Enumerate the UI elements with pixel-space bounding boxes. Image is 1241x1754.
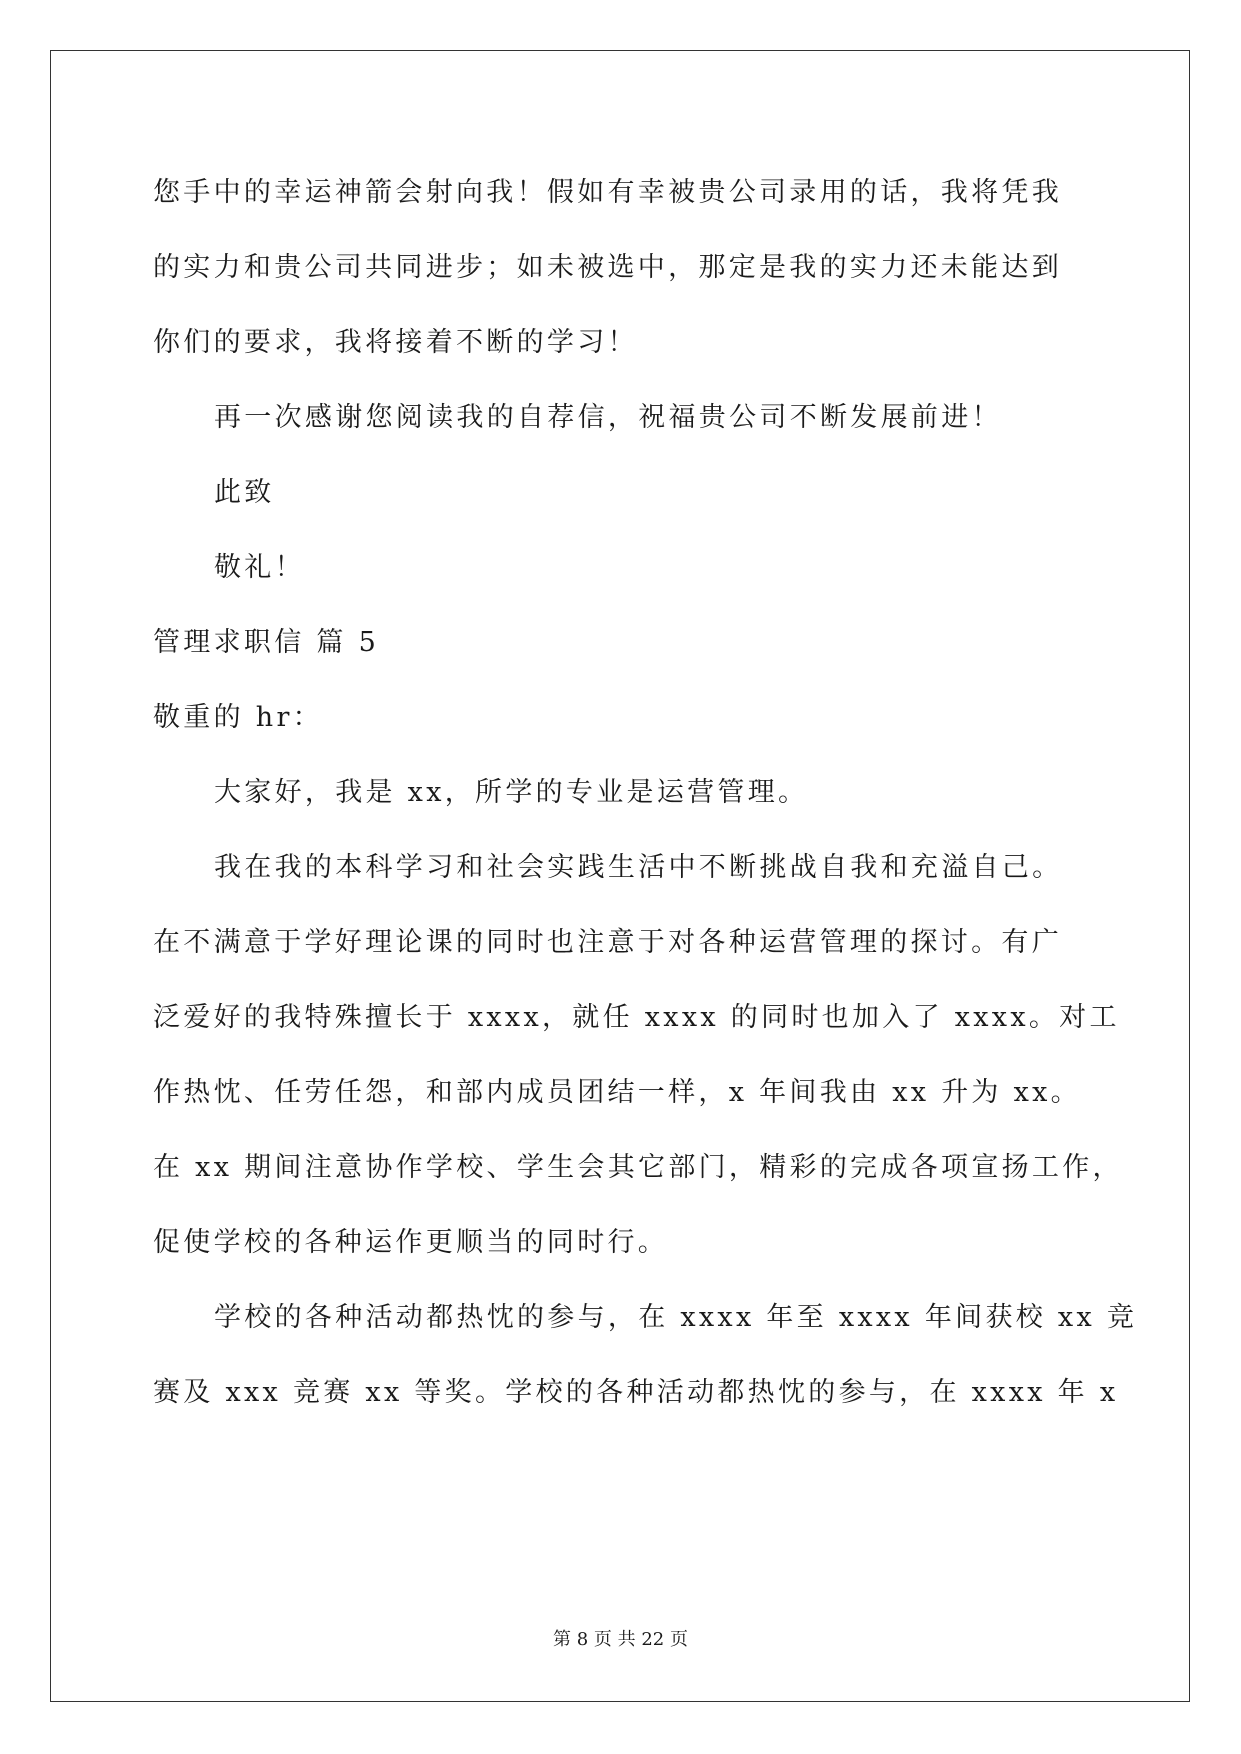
body-line-9: 大家好，我是 xx，所学的专业是运营管理。 [214, 777, 809, 808]
body-line-14: 在 xx 期间注意协作学校、学生会其它部门，精彩的完成各项宣扬工作， [153, 1152, 1123, 1183]
body-line-3: 你们的要求，我将接着不断的学习！ [153, 327, 638, 358]
greeting-line: 敬重的 hr： [153, 702, 323, 733]
body-line-16: 学校的各种活动都热忱的参与，在 xxxx 年至 xxxx 年间获校 xx 竞 [214, 1302, 1138, 1333]
section-heading: 管理求职信 篇 5 [153, 627, 380, 658]
salutation-line: 敬礼！ [214, 552, 305, 583]
body-line-13: 作热忱、任劳任怨，和部内成员团结一样，x 年间我由 xx 升为 xx。 [153, 1077, 1081, 1108]
page-number-footer: 第 8 页 共 22 页 [553, 1629, 688, 1650]
body-line-1: 您手中的幸运神箭会射向我！假如有幸被贵公司录用的话，我将凭我 [153, 177, 1062, 208]
body-line-17: 赛及 xxx 竞赛 xx 等奖。学校的各种活动都热忱的参与，在 xxxx 年 x [153, 1377, 1119, 1408]
body-line-10: 我在我的本科学习和社会实践生活中不断挑战自我和充溢自己。 [214, 852, 1063, 883]
body-line-2: 的实力和贵公司共同进步；如未被选中，那定是我的实力还未能达到 [153, 252, 1062, 283]
closing-line: 此致 [214, 477, 275, 508]
body-line-12: 泛爱好的我特殊擅长于 xxxx，就任 xxxx 的同时也加入了 xxxx。对工 [153, 1002, 1120, 1033]
body-line-11: 在不满意于学好理论课的同时也注意于对各种运营管理的探讨。有广 [153, 927, 1062, 958]
body-line-15: 促使学校的各种运作更顺当的同时行。 [153, 1227, 669, 1258]
body-line-4: 再一次感谢您阅读我的自荐信，祝福贵公司不断发展前进！ [214, 402, 1002, 433]
